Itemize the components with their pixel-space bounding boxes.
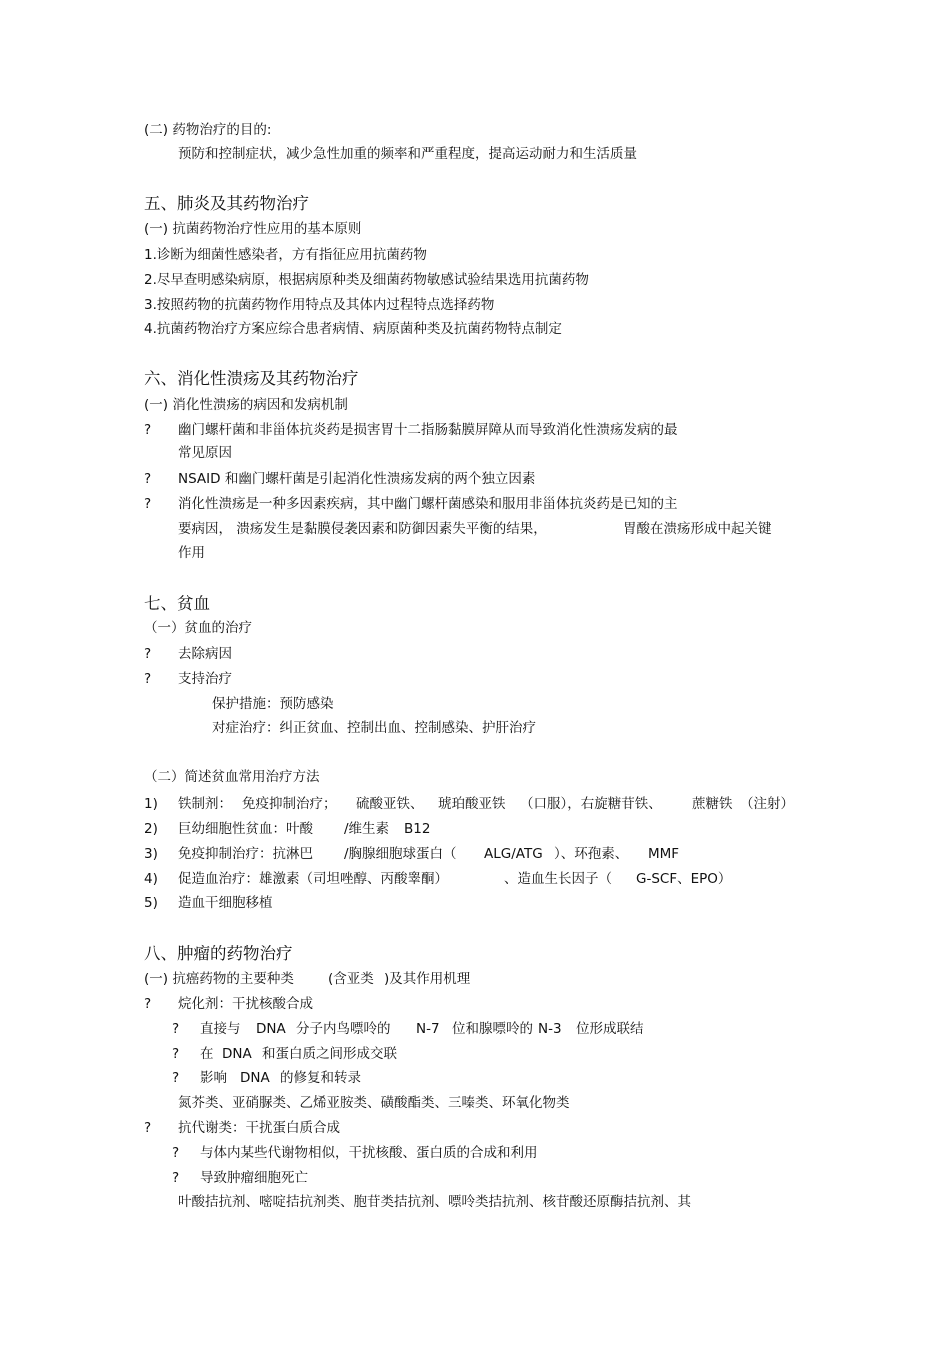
list-item: 4.抗菌药物治疗方案应综合患者病情、病原菌种类及抗菌药物特点制定 [144,321,562,337]
list-item-part: ALG/ATG [484,846,543,862]
bullet-marker: ? [144,646,152,662]
list-item-part: MMF [648,846,680,862]
list-item-part: 铁制剂： [178,796,232,812]
sub-bullet-text: 与体内某些代谢物相似，干扰核酸、蛋白质的合成和利用 [200,1145,538,1161]
text-part: 位和腺嘌呤的 [452,1021,533,1037]
list-number: 5) [144,895,158,911]
bullet-text: NSAID 和幽门螺杆菌是引起消化性溃疡发病的两个独立因素 [178,471,536,487]
heading-part: (一) 抗癌药物的主要种类 [144,971,294,987]
text-part: 的修复和转录 [280,1070,361,1086]
text-part: 影响 [200,1070,227,1086]
section-heading: （二）简述贫血常用治疗方法 [144,769,320,785]
bullet-marker: ? [172,1021,180,1037]
list-item [178,795,818,813]
chapter-title: 五、肺炎及其药物治疗 [144,194,309,213]
sub-bullet-text [200,1069,420,1087]
list-number: 3) [144,846,158,862]
chapter-title: 六、消化性溃疡及其药物治疗 [144,369,359,388]
bullet-text: 要病因， 溃疡发生是黏膜侵袭因素和防御因素失平衡的结果， [178,521,547,537]
list-item-part: 蔗糖铁 [692,796,733,812]
bullet-marker: ? [144,496,152,512]
sub-item: 对症治疗：纠正贫血、控制出血、控制感染、护肝治疗 [212,720,536,736]
list-item: 2.尽早查明感染病原，根据病原种类及细菌药物敏感试验结果选用抗菌药物 [144,272,589,288]
list-item-part: （注射） [740,796,794,812]
bullet-marker: ? [144,422,152,438]
list-item-part: 硫酸亚铁、 [356,796,424,812]
text-part: DNA [240,1070,270,1086]
list-item [178,820,478,838]
bullet-marker: ? [144,471,152,487]
section-heading: (一) 消化性溃疡的病因和发病机制 [144,397,348,413]
list-item-part: G-SCF、EPO） [636,871,732,887]
list-item-part: /维生素 [344,821,390,837]
section-heading: (二) 药物治疗的目的: [144,122,272,138]
list-item-part: /胸腺细胞球蛋白（ [344,846,457,862]
text-part: 在 [200,1046,214,1062]
bullet-text: 胃酸在溃疡形成中起关键 [623,521,772,537]
bullet-marker: ? [172,1046,180,1062]
list-item-part: ）、环孢素、 [554,846,629,862]
drug-class-list: 氮芥类、亚硝脲类、乙烯亚胺类、磺酸酯类、三嗪类、环氧化物类 [178,1095,570,1111]
section-heading [144,970,544,988]
drug-class-list: 叶酸拮抗剂、嘧啶拮抗剂类、胞苷类拮抗剂、嘌呤类拮抗剂、核苷酸还原酶拮抗剂、其 [178,1194,691,1210]
list-item-part: （口服），右旋糖苷铁、 [520,796,662,812]
section-heading: （一）贫血的治疗 [144,620,252,636]
list-number: 1) [144,796,158,812]
list-item-part: 促造血治疗：雄激素（司坦唑醇、丙酸睾酮） [178,871,448,887]
bullet-text: 抗代谢类：干扰蛋白质合成 [178,1120,340,1136]
bullet-text: 作用 [178,545,205,561]
heading-part: )及其作用机理 [384,971,471,987]
list-item-part: B12 [404,821,431,837]
bullet-marker: ? [172,1170,180,1186]
chapter-title: 八、肿瘤的药物治疗 [144,944,293,963]
bullet-marker: ? [172,1070,180,1086]
text-part: 和蛋白质之间形成交联 [262,1046,397,1062]
text-part: N-7 [416,1021,440,1037]
bullet-marker: ? [144,1120,152,1136]
list-item [178,870,758,888]
list-item-part: 、造血生长因子（ [504,871,612,887]
bullet-text: 去除病因 [178,646,232,662]
paragraph: 预防和控制症状，减少急性加重的频率和严重程度，提高运动耐力和生活质量 [178,146,637,162]
list-number: 4) [144,871,158,887]
chapter-title: 七、贫血 [144,594,210,613]
list-item-part: 巨幼细胞性贫血：叶酸 [178,821,313,837]
text-part: DNA [256,1021,286,1037]
section-heading: (一) 抗菌药物治疗性应用的基本原则 [144,221,362,237]
sub-item: 保护措施：预防感染 [212,696,334,712]
bullet-marker: ? [172,1145,180,1161]
text-part: 直接与 [200,1021,241,1037]
list-item-part: 琥珀酸亚铁 [438,796,506,812]
bullet-marker: ? [144,996,152,1012]
bullet-text: 烷化剂：干扰核酸合成 [178,996,313,1012]
list-item: 造血干细胞移植 [178,895,273,911]
text-part: N-3 [538,1021,562,1037]
list-number: 2) [144,821,158,837]
sub-bullet-text [200,1045,460,1063]
list-item-part: 免疫抑制治疗； [242,796,337,812]
bullet-text: 常见原因 [178,445,232,461]
list-item: 3.按照药物的抗菌药物作用特点及其体内过程特点选择药物 [144,297,495,313]
sub-bullet-text: 导致肿瘤细胞死亡 [200,1170,308,1186]
list-item [178,845,718,863]
bullet-marker: ? [144,671,152,687]
text-part: DNA [222,1046,252,1062]
text-part: 分子内鸟嘌呤的 [296,1021,391,1037]
bullet-text: 消化性溃疡是一种多因素疾病，其中幽门螺杆菌感染和服用非甾体抗炎药是已知的主 [178,496,678,512]
text-part: 位形成联结 [576,1021,644,1037]
list-item: 1.诊断为细菌性感染者，方有指征应用抗菌药物 [144,247,427,263]
sub-bullet-text [200,1020,670,1038]
bullet-text: 支持治疗 [178,671,232,687]
heading-part: (含亚类 [328,971,374,987]
list-item-part: 免疫抑制治疗：抗淋巴 [178,846,313,862]
bullet-text: 幽门螺杆菌和非甾体抗炎药是损害胃十二指肠黏膜屏障从而导致消化性溃疡发病的最 [178,422,678,438]
